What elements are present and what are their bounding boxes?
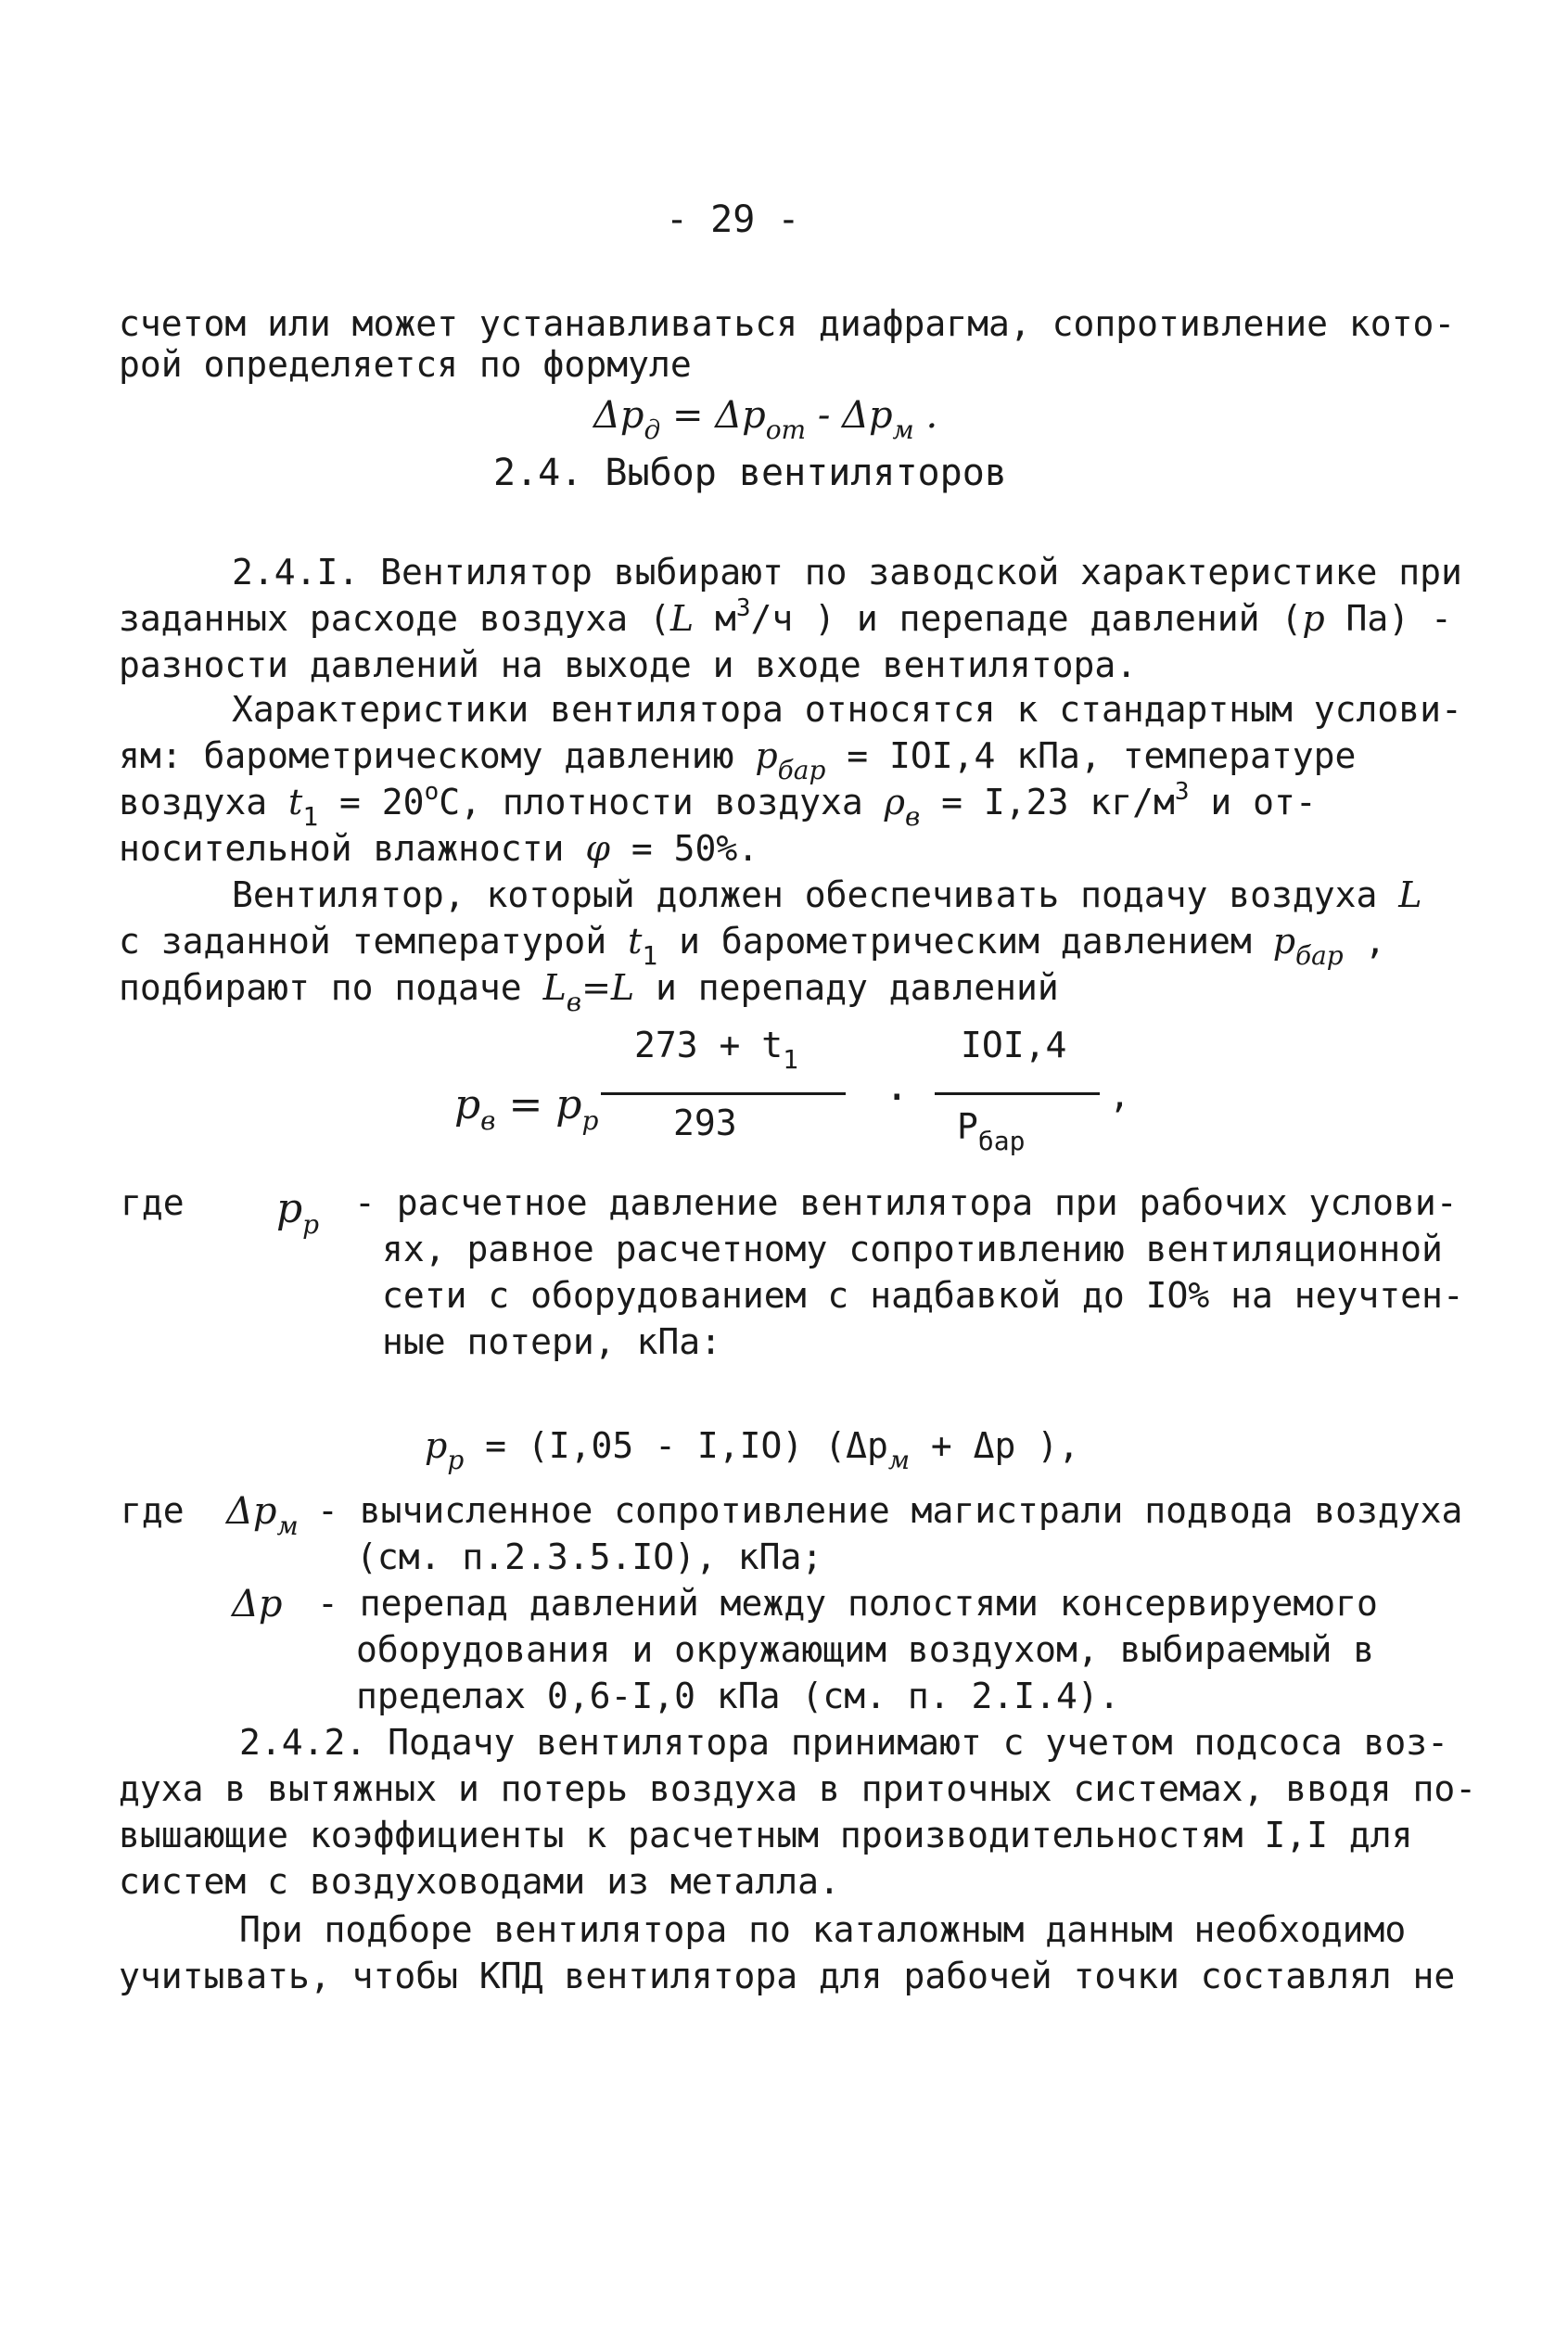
- text-span: и перепаду давлений: [634, 967, 1059, 1008]
- subscript: в: [480, 1105, 496, 1136]
- subscript: 1: [302, 801, 319, 832]
- text-line: духа в вытяжных и потерь воздуха в приточных системах, вводя по-: [119, 1768, 1477, 1809]
- subscript: p: [581, 1105, 599, 1136]
- fraction-bar: [935, 1092, 1100, 1095]
- subscript: p: [447, 1445, 465, 1475]
- text-span: воздуха: [119, 782, 289, 822]
- section-title: 2.4. Выбор вентиляторов: [493, 452, 1007, 494]
- subscript: бар: [977, 1126, 1026, 1156]
- text-line: [119, 828, 759, 869]
- text-line: 2.4.I. Вентилятор выбирают по заводской характеристике при: [232, 552, 1462, 593]
- subscript: д: [644, 414, 661, 445]
- subscript: м: [276, 1511, 299, 1541]
- formula-term: + Δp ),: [910, 1425, 1080, 1466]
- text-line: ные потери, кПа:: [382, 1321, 722, 1362]
- text-line: - вычисленное сопротивление магистрали подвода воздуха: [317, 1490, 1463, 1531]
- text-span: Вентилятор, который должен обеспечивать подачу воздуха: [232, 874, 1399, 915]
- formula-term: - Δp: [806, 394, 893, 437]
- formula-term: = p: [495, 1081, 582, 1128]
- text-line: [119, 594, 1452, 639]
- symbol-rho: ρ: [884, 782, 905, 822]
- subscript: м: [892, 414, 914, 445]
- subscript: м: [887, 1445, 911, 1475]
- formula-term: =L: [581, 967, 635, 1008]
- text-span: подбирают по подаче: [119, 967, 543, 1008]
- formula-dot: ·: [885, 1074, 910, 1121]
- symbol-t: t: [288, 782, 303, 822]
- subscript: 1: [783, 1044, 799, 1075]
- formula-comma: ,: [1109, 1075, 1130, 1116]
- text-span: м: [694, 598, 736, 639]
- where-symbol: [226, 1490, 299, 1541]
- subscript: p: [302, 1209, 320, 1240]
- where-symbol: Δp: [232, 1583, 283, 1625]
- text-line: сети с оборудованием с надбавкой до IO% на неучтен-: [382, 1275, 1464, 1316]
- text-line: [232, 874, 1422, 915]
- superscript: о: [424, 778, 440, 806]
- superscript: 3: [1174, 778, 1190, 806]
- symbol-L: L: [1398, 874, 1422, 915]
- formula-term: P: [957, 1106, 978, 1147]
- formula-design-pressure: [425, 1425, 1080, 1475]
- text-span: = 50%.: [609, 828, 759, 869]
- symbol-phi: φ: [585, 828, 610, 869]
- symbol-p: p: [755, 735, 778, 776]
- fraction-bar: [601, 1092, 846, 1095]
- text-span: и от-: [1189, 782, 1317, 822]
- subscript: от: [765, 414, 807, 445]
- text-line: При подборе вентилятора по каталожным данным необходимо: [239, 1909, 1407, 1950]
- formula-term: p: [454, 1081, 481, 1128]
- text-line: [119, 778, 1317, 832]
- text-line: оборудования и окружающим воздухом, выбираемый в: [356, 1629, 1375, 1670]
- fraction-denominator: 293: [673, 1103, 737, 1143]
- text-line: 2.4.2. Подачу вентилятора принимают с учетом подсоса воз-: [239, 1722, 1449, 1763]
- symbol-p: p: [1302, 598, 1325, 639]
- formula-lhs: [454, 1081, 599, 1136]
- where-label: где: [121, 1490, 185, 1531]
- text-span: ям: барометрическому давлению: [119, 735, 756, 776]
- formula-term: p: [276, 1185, 303, 1232]
- text-span: = IOI,4 кПа, температуре: [825, 735, 1357, 776]
- page-number: - 29 -: [666, 198, 800, 241]
- symbol-L: L: [542, 967, 567, 1008]
- text-line: учитывать, чтобы КПД вентилятора для рабочей точки составлял не: [119, 1956, 1456, 1996]
- text-span: Па) -: [1324, 598, 1452, 639]
- fraction-numerator: IOI,4: [961, 1025, 1067, 1065]
- text-span: и барометрическим давлением: [657, 921, 1273, 962]
- superscript: 3: [735, 594, 751, 622]
- subscript: бар: [1295, 940, 1344, 971]
- text-span: = 20: [318, 782, 425, 822]
- subscript: бар: [777, 755, 826, 785]
- where-symbol: [276, 1185, 320, 1240]
- subscript: 1: [642, 940, 658, 971]
- fraction-numerator: [634, 1025, 799, 1075]
- subscript: в: [905, 801, 921, 832]
- text-line: [119, 921, 1386, 971]
- formula-term: = Δp: [660, 394, 766, 437]
- text-line: разности давлений на выходе и входе вентилятора.: [119, 644, 1138, 685]
- text-span: заданных расходе воздуха (: [119, 598, 670, 639]
- formula-term: .: [913, 394, 938, 437]
- symbol-L: L: [669, 598, 695, 639]
- formula-term: 273 + t: [634, 1025, 784, 1065]
- text-span: /ч ) и перепаде давлений (: [750, 598, 1303, 639]
- fraction-denominator: [957, 1106, 1026, 1156]
- formula-term: Δp: [593, 394, 644, 437]
- text-line: [119, 967, 1059, 1017]
- subscript: в: [566, 987, 582, 1017]
- text-line: - перепад давлений между полостями консервируемого: [317, 1583, 1378, 1624]
- formula-diaphragm: [593, 394, 938, 445]
- symbol-t: t: [628, 921, 643, 962]
- text-span: = I,23 кг/м: [920, 782, 1175, 822]
- formula-term: = (I,05 - I,IO) (Δp: [464, 1425, 888, 1466]
- text-line: - расчетное давление вентилятора при рабочих услови-: [354, 1182, 1458, 1223]
- text-line: (см. п.2.3.5.IO), кПа;: [356, 1536, 823, 1577]
- text-line: ях, равное расчетному сопротивлению вентиляционной: [382, 1229, 1443, 1269]
- formula-term: Δp: [226, 1490, 277, 1533]
- text-line: Характеристики вентилятора относятся к стандартным услови-: [232, 689, 1462, 730]
- text-span: С, плотности воздуха: [439, 782, 885, 822]
- text-span: ,: [1343, 921, 1386, 962]
- text-line: пределах 0,6-I,0 кПа (см. п. 2.I.4).: [356, 1676, 1120, 1716]
- text-line: рой определяется по формуле: [119, 344, 692, 385]
- text-span: с заданной температурой: [119, 921, 629, 962]
- text-span: носительной влажности: [119, 828, 586, 869]
- text-line: вышающие коэффициенты к расчетным производительностям I,I для: [119, 1815, 1413, 1855]
- text-line: [119, 735, 1357, 785]
- where-label: где: [121, 1182, 185, 1223]
- text-line: систем с воздуховодами из металла.: [119, 1861, 840, 1902]
- formula-term: p: [425, 1425, 448, 1466]
- text-line: счетом или может устанавливаться диафрагма, сопротивление кото-: [119, 303, 1456, 344]
- symbol-p: p: [1272, 921, 1296, 962]
